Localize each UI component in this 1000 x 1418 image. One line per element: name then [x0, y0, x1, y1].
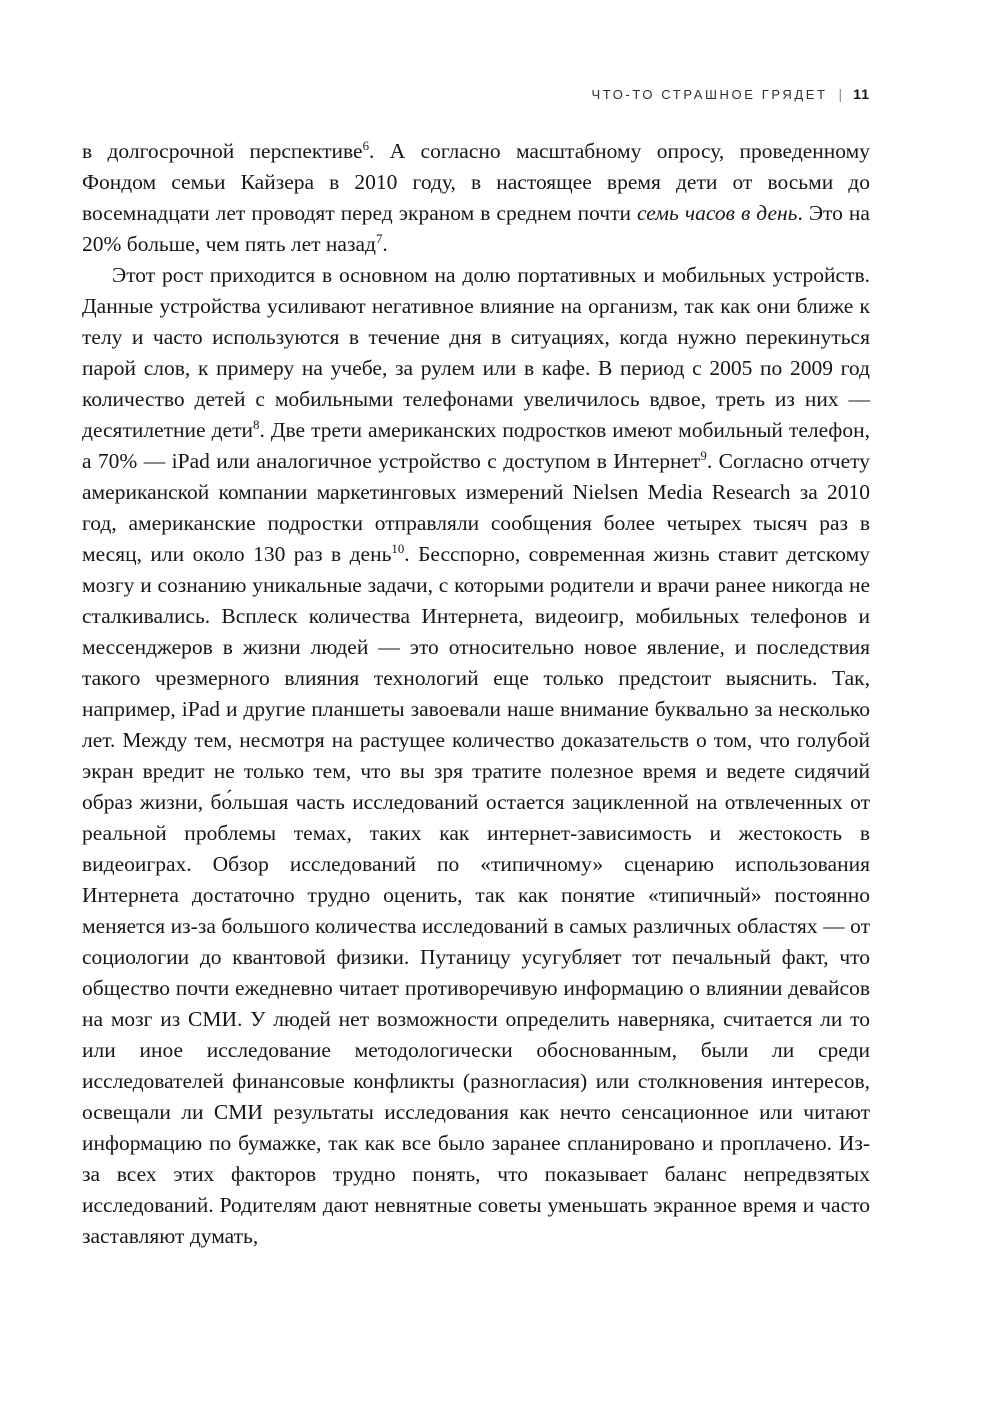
- footnote-ref: 10: [391, 541, 405, 556]
- text-run: семь часов в день: [637, 201, 798, 225]
- text-run: . Бесспорно, современная жизнь ставит детскому мозгу и сознанию уникальные задачи, с которыми родители и врачи ранее никогда не сталкивались. Всплеск количества Интернета, видеоигр, мобильных телефонов и мессенджеров в жизни людей — это относительно новое явление, и последствия такого чрезмерного влияния технологий еще только предстоит выяснить. Так, например, iPad и другие планшеты завоевали наше внимание буквально за несколько лет. Между тем, несмотря на растущее количество доказательств о том, что голубой экран вредит не только тем, что вы зря тратите полезное время и ведете сидячий образ жизни, бо́льшая часть исследований остается зацикленной на отвлеченных от реальной проблемы темах, таких как интернет-зависимость и жестокость в видеоиграх. Обзор исследований по «типичному» сценарию использования Интернета достаточно трудно оценить, так как понятие «типичный» постоянно меняется из-за большого количества исследований в самых различных областях — от социологии до квантовой физики. Путаницу усугубляет тот печальный факт, что общество почти ежедневно читает противоречивую информацию о влиянии девайсов на мозг из СМИ. У людей нет возможности определить наверняка, считается ли то или иное исследование методологически обоснованным, были ли среди исследователей финансовые конфликты (разногласия) или столкновения интересов, освещали ли СМИ результаты исследования как нечто сенсационное или читают информацию по бумажке, так как все было заранее спланировано и проплачено. Из-за всех этих факторов трудно понять, что показывает баланс непредвзятых исследований. Родителям дают невнятные советы уменьшать экранное время и часто заставляют думать,: [82, 542, 870, 1248]
- footnote-ref: 7: [375, 231, 383, 246]
- paragraph: [82, 136, 870, 260]
- text-run: . Согласно отчету американской компании маркетинговых измерений Nielsen Media Research за 2010 год, американские подростки отправляли сообщения более четырех тысяч раз в месяц, или около 130 раз в день: [82, 449, 871, 566]
- text-run: в долгосрочной перспективе: [82, 139, 363, 163]
- page-body: [82, 136, 870, 1252]
- page-header: [82, 86, 870, 102]
- footnote-ref: 9: [700, 448, 707, 463]
- page-number: 11: [853, 86, 870, 102]
- text-run: . Это на 20% больше, чем пять лет назад: [82, 201, 870, 256]
- text-run: Этот рост приходится в основном на долю портативных и мобильных устройств. Данные устройства усиливают негативное влияние на организм, так как они ближе к телу и часто используются в течение дня в ситуациях, когда нужно перекинуться парой слов, к примеру на учебе, за рулем или в кафе. В период с 2005 по 2009 год количество детей с мобильными телефонами увеличилось вдвое, треть из них — десятилетние дети: [82, 263, 870, 442]
- paragraph: [82, 260, 870, 1252]
- text-run: . А согласно масштабному опросу, проведенному Фондом семьи Кайзера в 2010 году, в настоящее время дети от восьми до восемнадцати лет проводят перед экраном в среднем почти: [82, 139, 871, 225]
- footnote-ref: 6: [362, 138, 370, 153]
- text-run: . Две трети американских подростков имеют мобильный телефон, а 70% — iPad или аналогичное устройство с доступом в Интернет: [82, 418, 870, 473]
- text-run: .: [382, 232, 388, 256]
- chapter-title: ЧТО-ТО СТРАШНОЕ ГРЯДЕТ: [591, 87, 828, 102]
- header-separator: |: [838, 86, 843, 102]
- footnote-ref: 8: [253, 417, 260, 432]
